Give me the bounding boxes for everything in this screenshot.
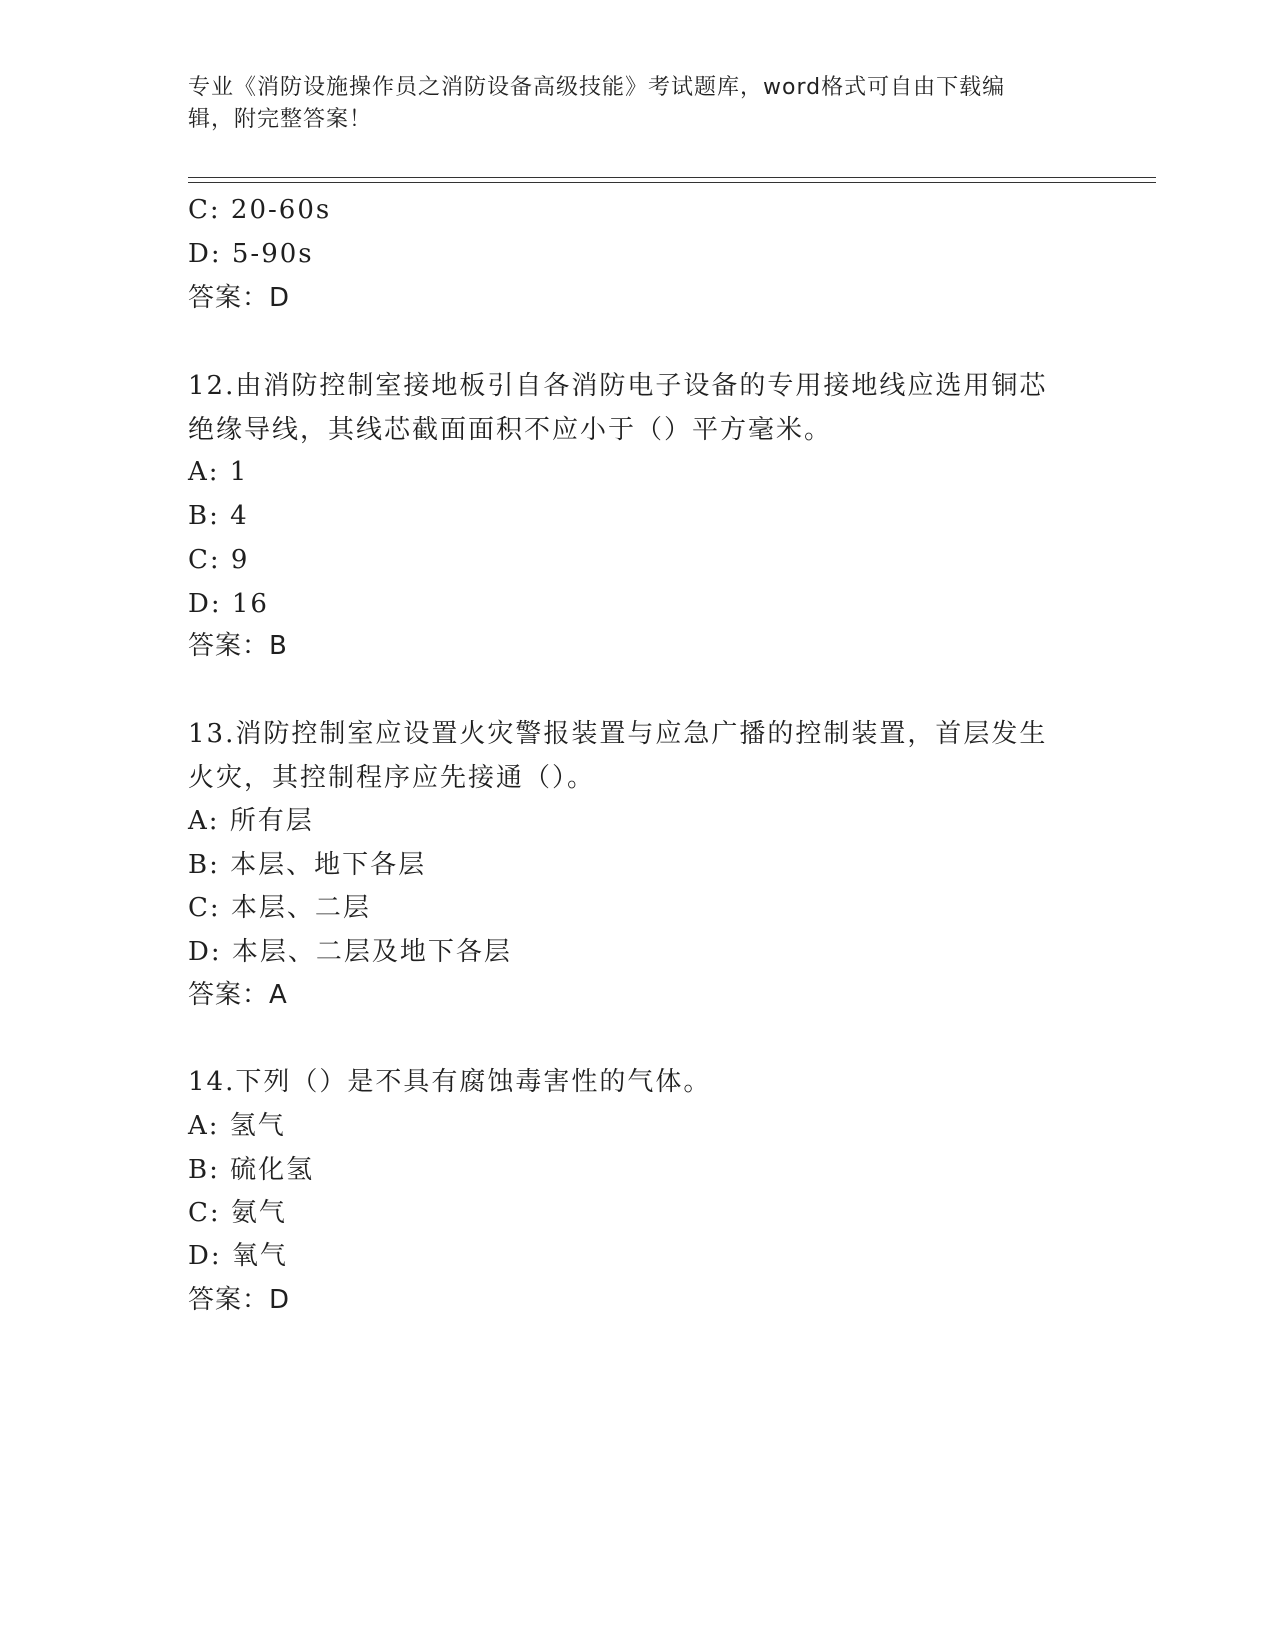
question-stem: 12.由消防控制室接地板引自各消防电子设备的专用接地线应选用铜芯 <box>188 371 1048 401</box>
header-divider-top <box>188 177 1156 178</box>
answer-line: 答案：D <box>188 1285 291 1315</box>
header-line-2: 辑，附完整答案！ <box>188 107 373 132</box>
option-c: C: 氨气 <box>188 1198 287 1228</box>
header-line-1: 专业《消防设施操作员之消防设备高级技能》考试题库，word格式可自由下载编 <box>188 75 1006 100</box>
answer-line: 答案：A <box>188 980 288 1010</box>
question-stem: 绝缘导线，其线芯截面面积不应小于（）平方毫米。 <box>188 415 833 445</box>
option-c: C: 本层、二层 <box>188 893 371 923</box>
option-a: A: 氢气 <box>188 1111 286 1141</box>
option-d: D: 本层、二层及地下各层 <box>188 937 512 967</box>
option-d: D: 氧气 <box>188 1241 288 1271</box>
question-stem: 13.消防控制室应设置火灾警报装置与应急广播的控制装置，首层发生 <box>188 719 1048 749</box>
option-c: C: 20-60s <box>188 195 332 225</box>
option-c: C: 9 <box>188 545 250 575</box>
option-d: D: 16 <box>188 589 269 619</box>
option-d: D: 5-90s <box>188 239 314 269</box>
option-b: B: 本层、地下各层 <box>188 850 427 880</box>
option-b: B: 硫化氢 <box>188 1155 315 1185</box>
header-divider-bottom <box>188 182 1156 183</box>
question-stem: 火灾，其控制程序应先接通（）。 <box>188 763 596 793</box>
document-header <box>188 72 1068 136</box>
answer-line: 答案：B <box>188 631 288 661</box>
option-a: A: 1 <box>188 457 249 487</box>
option-a: A: 所有层 <box>188 806 314 836</box>
answer-line: 答案：D <box>188 283 291 313</box>
option-b: B: 4 <box>188 501 249 531</box>
question-stem: 14.下列（）是不具有腐蚀毒害性的气体。 <box>188 1067 712 1097</box>
